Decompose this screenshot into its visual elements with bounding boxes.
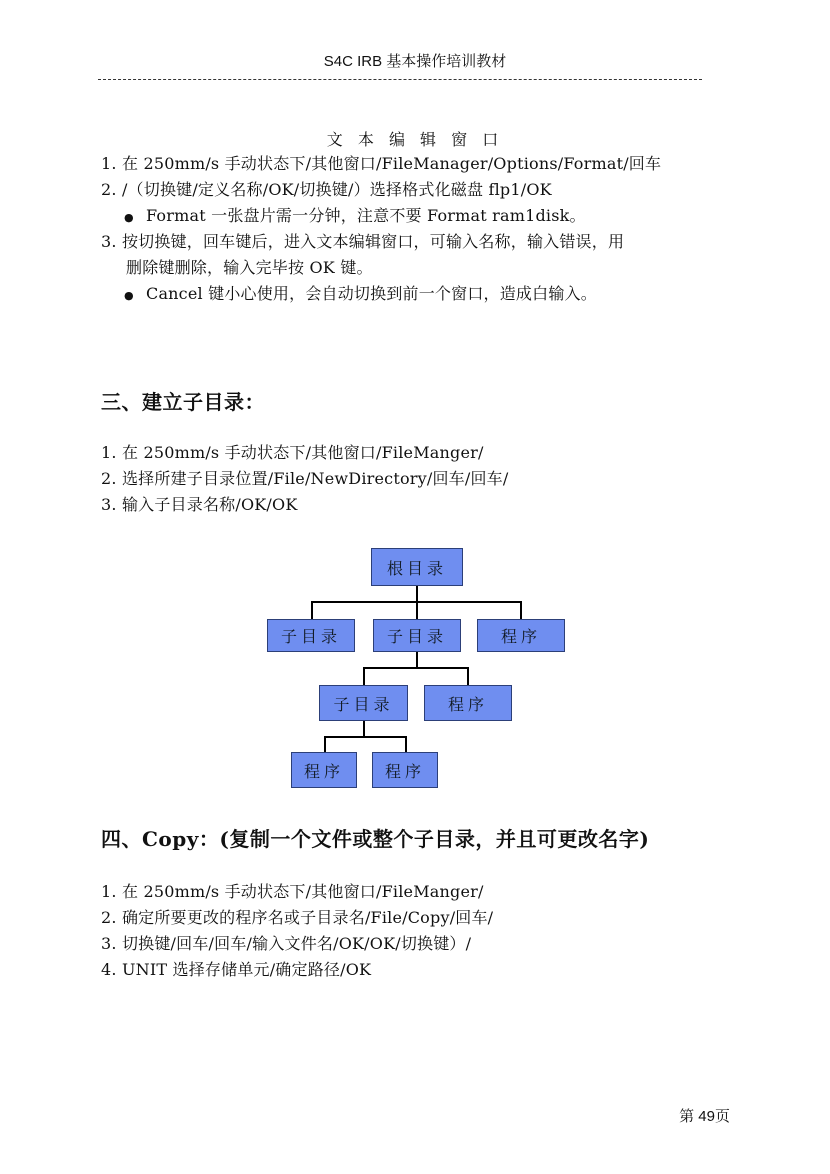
text-editor-title: 文 本 编 辑 窗 口 xyxy=(326,130,504,149)
tree-connector xyxy=(363,667,469,669)
section-4-step-4: 4. UNIT 选择存储单元/确定路径/OK xyxy=(101,960,372,979)
text-editor-step-3-line-2: 删除键删除，输入完毕按 OK 键。 xyxy=(126,258,373,277)
page-number: 第 49页 xyxy=(679,1108,730,1125)
tree-connector xyxy=(405,736,407,752)
tree-node-subdirectory: 子目录 xyxy=(373,619,461,652)
section-4-step-2: 2. 确定所要更改的程序名或子目录名/File/Copy/回车/ xyxy=(101,908,494,927)
text-editor-step-2: 2. /（切换键/定义名称/OK/切换键/）选择格式化磁盘 flp1/OK xyxy=(101,180,552,199)
text-editor-step-3-line-1: 3. 按切换键，回车键后，进入文本编辑窗口，可输入名称，输入错误，用 xyxy=(101,232,625,251)
text-editor-step-1: 1. 在 250mm/s 手动状态下/其他窗口/FileManager/Options/Format/回车 xyxy=(101,154,662,173)
tree-node-program: 程序 xyxy=(372,752,438,788)
tree-connector xyxy=(520,601,522,619)
tree-connector xyxy=(416,601,418,619)
tree-connector xyxy=(324,736,407,738)
tree-connector xyxy=(324,736,326,752)
section-3-step-2: 2. 选择所建子目录位置/File/NewDirectory/回车/回车/ xyxy=(101,469,509,488)
tree-node-root: 根目录 xyxy=(371,548,463,586)
document-header-title: S4C IRB 基本操作培训教材 xyxy=(323,53,507,70)
text-editor-bullet-1 xyxy=(124,206,586,228)
text-editor-bullet-2 xyxy=(124,284,597,306)
header-divider xyxy=(98,79,702,80)
tree-node-subdirectory: 子目录 xyxy=(267,619,355,652)
section-3-title: 三、建立子目录： xyxy=(101,390,265,414)
tree-node-program: 程序 xyxy=(424,685,512,721)
bullet-icon: ● xyxy=(124,211,134,224)
section-4-step-1: 1. 在 250mm/s 手动状态下/其他窗口/FileManger/ xyxy=(101,882,484,901)
section-3-step-1: 1. 在 250mm/s 手动状态下/其他窗口/FileManger/ xyxy=(101,443,484,462)
tree-node-program: 程序 xyxy=(477,619,565,652)
tree-connector xyxy=(467,667,469,685)
tree-node-program: 程序 xyxy=(291,752,357,788)
tree-connector xyxy=(416,651,418,668)
tree-node-subdirectory: 子目录 xyxy=(319,685,408,721)
tree-connector xyxy=(311,601,313,619)
tree-connector xyxy=(363,721,365,737)
bullet-icon: ● xyxy=(124,289,134,302)
bullet-text: Format 一张盘片需一分钟，注意不要 Format ram1disk。 xyxy=(146,206,586,225)
section-3-step-3: 3. 输入子目录名称/OK/OK xyxy=(101,495,298,514)
section-4-step-3: 3. 切换键/回车/回车/输入文件名/OK/OK/切换键）/ xyxy=(101,934,472,953)
bullet-text: Cancel 键小心使用，会自动切换到前一个窗口，造成白输入。 xyxy=(146,284,597,303)
section-4-title: 四、Copy：(复制一个文件或整个子目录，并且可更改名字) xyxy=(101,827,650,851)
tree-connector xyxy=(363,667,365,685)
tree-connector xyxy=(416,586,418,602)
